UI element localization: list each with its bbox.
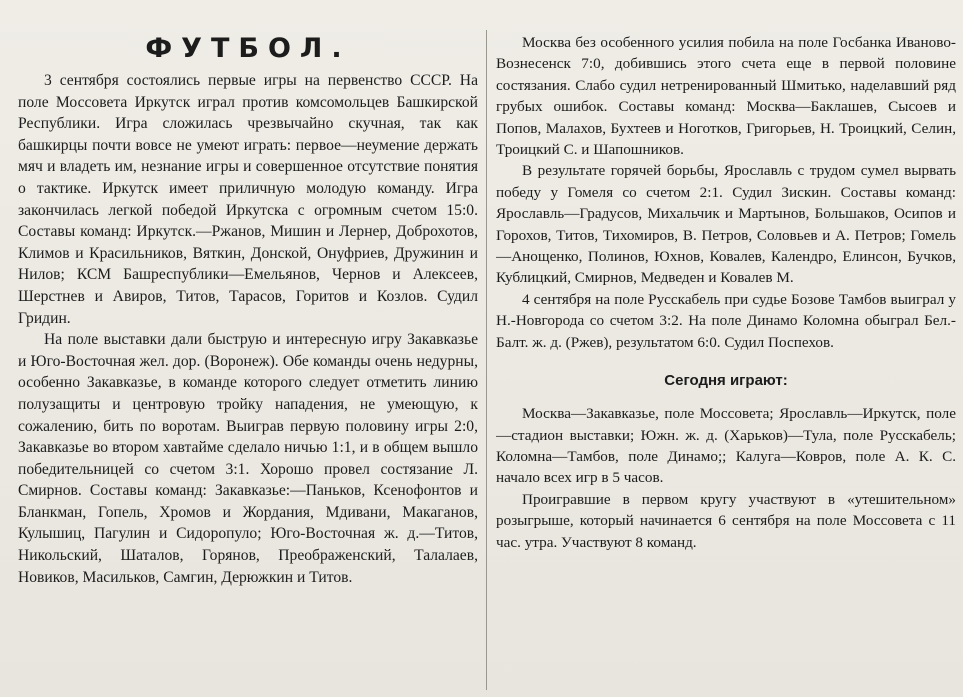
paragraph-yaroslavl-match: В результате горячей борьбы, Ярославль с трудом сумел вырвать победу у Гомеля со счетом 2:1. Судил Зискин. Составы команд: Ярославль—Градусов, Михальчик и Мартынов, Большаков, Осипов и Горохов, Титов, Тихомиров, В. Петров, Соловьев и А. Петров; Гомель—Анощенко, Полинов, Юхнов, Ковалев, Календро, Елинсон, Бучков, Кублицкий, Смирнов, Медведен и Ковалев М. [496, 162, 956, 287]
column-divider [486, 30, 487, 690]
paragraph-irkutsk-match: 3 сентября состоялись первые игры на первенство СССР. На поле Моссовета Иркутск играл против комсомольцев Башкирской Республики. Игра сложилась чрезвычайно скучная, так как башкирцы почти вовсе не умеют играть: первое—неумение держать мяч и владеть им, незнание игры и совершенное отсутствие понятия о тактике. Иркутск имеет приличную молодую команду. Игра закончилась легкой победой Иркутска с огромным счетом 15:0. Составы команд: Иркутск.—Ржанов, Мишин и Лернер, Доброхотов, Климов и Красильников, Вяткин, Донской, Онуфриев, Дружинин и Нилов; КСМ Башреспублики—Емельянов, Чернов и Алексеев, Шерстнев и Авиров, Титов, Тарасов, Горитов и Козлов. Судил Гридин. [18, 72, 478, 327]
paragraph-moscow-match: Москва без особенного усилия побила на поле Госбанка Иваново-Вознесенск 7:0, добившись этого счета еще в первой половине состязания. Слабо судил нетренированный Шмитько, наделавший ряд грубых ошибок. Составы команд: Москва—Баклашев, Сысоев и Попов, Малахов, Бухтеев и Ноготков, Григорьев, Н. Троицкий, Селин, Троицкий С. и Шапошников. [496, 34, 956, 159]
paragraph-zakavkazie-match: На поле выставки дали быструю и интересную игру Закавказье и Юго-Восточная жел. дор. (Воронеж). Обе команды очень недурны, особенно Закавказье, в команде которого следует отметить линию полузащиты и центровую тройку нападения, не умеющую, к сожалению, бить по воротам. Выиграв первую половину игры 2:0, Закавказье во втором хавтайме сделало ничью 1:1, и в общем вышло победительницей со счетом 3:1. Хорошо провел состязание Л. Смирнов. Составы команд: Закавказье:—Паньков, Ксенофонтов и Бланкман, Гопель, Хромов и Жордания, Мдивани, Макаганов, Кулышиц, Пагулин и Сидоропуло; Юго-Восточная ж. д.—Титов, Никольский, Шаталов, Горянов, Преображенский, Талалаев, Новиков, Масильков, Самгин, Дерюжкин и Титов. [18, 331, 478, 586]
article-title: ФУТБОЛ. [145, 33, 351, 64]
paragraph-today-schedule: Москва—Закавказье, поле Моссовета; Ярославль—Иркутск, поле—стадион выставки; Южн. ж. д. (Харьков)—Тула, поле Русскабель; Коломна—Тамбов, поле Динамо;; Калуга—Ковров, поле А. К. С. начало всех игр в 5 часов. [496, 405, 956, 487]
paragraph-sept4-matches: 4 сентября на поле Русскабель при судье Бозове Тамбов выиграл у Н.-Новгорода со счетом 3:2. На поле Динамо Коломна обыграл Бел.-Балт. ж. д. (Ржев), результатом 6:0. Судил Поспехов. [496, 290, 956, 351]
left-column [18, 0, 478, 697]
today-heading: Сегодня играют: [664, 372, 788, 390]
paragraph-consolation: Проигравшие в первом кругу участвуют в «утешительном» розыгрыше, который начинается 6 сентября на поле Моссовета с 11 час. утра. Участвуют 8 команд. [496, 490, 956, 551]
right-column [496, 0, 956, 697]
